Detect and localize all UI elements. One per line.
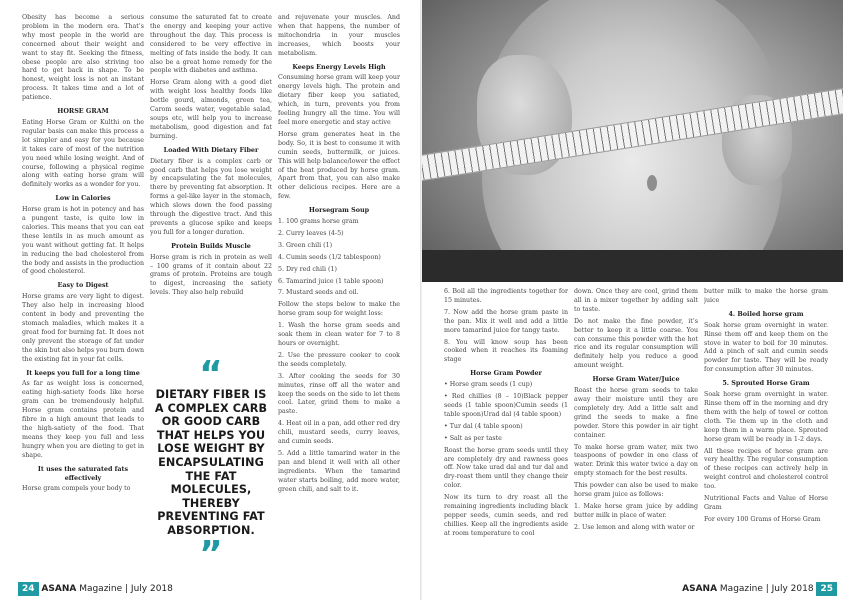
paragraph: Soak horse gram overnight in water. Rinse them off and keep them on the stove in water to boil for 30 minutes. Add a pinch of salt and cumin seeds powder for taste. They will be ready for consumption after 30 minutes. — [704, 321, 828, 374]
paragraph: As far as weight loss is concerned, eating high-satiety foods like horse gram can be tremendously helpful. Horse gram contains protein and fibre in a high amount that leads to the high-satiety of the food. That means they keep you full and less hungry when you are dieting to get in shape. — [22, 380, 144, 459]
pull-quote-text: DIETARY FIBER IS A COMPLEX CARB OR GOOD CARB THAT HELPS YOU LOSE WEIGHT BY ENCAPSULATING THE FAT MOLECULES, THEREBY PREVENTING FAT ABSORPTION. — [154, 388, 268, 537]
paragraph: Consuming horse gram will keep your energy levels high. The protein and dietary fiber keep you satiated, which, in turn, prevents you from feeling hungry all the time. You will feel more energetic and stay active — [278, 74, 400, 126]
list-item: 8. You will know soup has been cooked when it reaches its foaming stage — [444, 338, 568, 364]
paragraph: Soak horse gram overnight in water. Rinse them off in the morning and dry them with the help of towel or cotton cloth. Tie them up in the cloth and keep them in a warm place. Sprouted horse gram will be ready in 1-2 days. — [704, 391, 828, 443]
paragraph: Obesity has become a serious problem in the modern era. That’s why most people in the world are concerned about their weight and want to stay fit. Seeking the fitness, obese people are also striving too hard to get back in shape. To be honest, weight loss is not an instant process. It takes time and a lot of patience. — [22, 14, 144, 102]
left-page — [0, 0, 421, 600]
pull-quote — [150, 360, 272, 580]
close-quote-icon: ” — [199, 539, 223, 566]
list-item: 1. Wash the horse gram seeds and soak them in clean water for 7 to 8 hours or overnight. — [278, 322, 400, 347]
left-column-1 — [22, 14, 144, 580]
paragraph: Horse Gram along with a good diet with weight loss healthy foods like bottle gourd, almonds, green tea, Carom seeds water, vegetable salad, soups etc, will help you to increase metabolism, good digestion and fat burning. — [150, 79, 272, 140]
footer-issue: Magazine | July 2018 — [76, 584, 173, 594]
section-heading: Protein Builds Muscle — [171, 241, 251, 250]
list-item: 7. Now add the horse gram paste in the pan. Mix it well and add a little more tamarind juice for tangy taste. — [444, 308, 568, 334]
right-column-3 — [704, 288, 828, 580]
paragraph: Horse gram is hot in potency and has a pungent taste, is quite low in calories. This means that you can eat these lentils in as much amount as you want without getting fat. It helps in reducing the bad cholesterol from the body and assists in the production of good cholesterol. — [22, 206, 144, 276]
paragraph: Horse grams are very light to digest. They also help in increasing blood content in body and preventing the stomach maladies, which makes it a great food for burning fat. It does not only prevent the storage of fat under the skin but also helps you burn down the existing fat in your fat cells. — [22, 293, 144, 363]
section-heading: It keeps you full for a long time — [26, 368, 140, 377]
list-item: 5. Dry red chili (1) — [278, 265, 337, 273]
list-item: 5. Add a little tamarind water in the pan and blend it well with all other ingredients. When the tamarind water starts boiling, add more water, green chili, and salt to it. — [278, 449, 400, 493]
paragraph: Now its turn to dry roast all the remaining ingredients including black pepper seeds, cumin seeds, and red chillies. Keep all the ingredients aside at room temperature to cool — [444, 494, 568, 537]
section-heading: Loaded With Dietary Fiber — [163, 145, 259, 154]
magazine-brand: ASANA — [682, 584, 718, 594]
list-item: 2. Curry leaves (4-5) — [278, 229, 344, 237]
paragraph: down. Once they are cool, grind them all in a mixer together by adding salt to taste. — [574, 288, 698, 313]
list-item: • Red chillies (8 – 10)Black pepper seeds (1 table spoon)Cumin seeds (1 table spoon)Urad dal (4 table spoon) — [444, 393, 568, 418]
list-item: 3. After cooking the seeds for 30 minutes, rinse off all the water and keep the seeds on the side to let them cool. Later, grind them to make a paste. — [278, 372, 400, 416]
section-heading: Low in Calories — [55, 194, 111, 203]
paragraph: Roast the horse gram seeds until they are completely dry and rawness goes off. Now take urad dal and tur dal and dry-roast them until they change their color. — [444, 446, 568, 490]
shorts-shape — [422, 250, 843, 282]
list-item: 2. Use the pressure cooker to cook the seeds completely. — [278, 351, 400, 368]
paragraph: butter milk to make the horse gram juice — [704, 288, 828, 304]
list-item: 1. Make horse gram juice by adding butter milk in place of water. — [574, 502, 698, 519]
paragraph: Roast the horse gram seeds to take away their moisture until they are completely dry. Add a little salt and grind the seeds to make a fine powder. Store this powder in air tight container. — [574, 387, 698, 439]
open-quote-icon: “ — [199, 360, 223, 386]
magazine-brand: ASANA — [41, 584, 77, 594]
paragraph: Horse gram generates heat in the body. So, it is best to consume it with cumin seeds, buttermilk, or juices. This will help balance/lower the effect of the heat produced by horse gram. Apart from that, you can also make other delicious recipes. Here are a few. — [278, 130, 400, 201]
left-footer — [18, 582, 173, 596]
section-heading: Easy to Digest — [57, 281, 109, 290]
right-column-2 — [574, 288, 698, 580]
paragraph: consume the saturated fat to create the energy and keeping your active throughout the day. This process is considered to be very effective in melting of fats inside the body. It can also be a great home remedy for the people with diabetes and asthma. — [150, 14, 272, 75]
navel-shape — [647, 175, 657, 191]
section-heading: It uses the saturated fats effectively — [37, 464, 129, 482]
footer-issue: Magazine | July 2018 — [717, 584, 814, 594]
list-item: 3. Green chili (1) — [278, 241, 333, 249]
list-item: • Tur dal (4 table spoon) — [444, 422, 523, 430]
waist-measuring-photo — [422, 0, 843, 282]
page-number: 24 — [18, 582, 39, 596]
paragraph: Follow the steps below to make the horse gram soup for weight loss: — [278, 301, 400, 318]
list-item: 1. 100 grams horse gram — [278, 218, 359, 226]
right-page — [422, 0, 843, 600]
section-heading: HORSE GRAM — [57, 107, 109, 116]
list-item: 6. Tamarind juice (1 table spoon) — [278, 277, 384, 285]
list-item: 4. Cumin seeds (1/2 tablespoon) — [278, 253, 381, 261]
list-item: 4. Heat oil in a pan, add other red dry chili, mustard seeds, curry leaves, and cumin seeds. — [278, 420, 400, 446]
section-heading: Horse Gram Water/Juice — [592, 375, 680, 384]
page-number: 25 — [816, 582, 837, 596]
paragraph: Horse gram compels your body to — [22, 485, 131, 493]
right-column-1 — [444, 288, 568, 580]
list-item: • Salt as per taste — [444, 434, 502, 442]
paragraph: and rejuvenate your muscles. And when that happens, the number of mitochondria in your muscles increases, which boosts your metabolism. — [278, 14, 400, 57]
section-heading: 4. Boiled horse gram — [728, 309, 804, 318]
paragraph: Horse gram is rich in protein as well – 100 grams of it contain about 22 grams of protein. Proteins are tough to digest, increasing the satiety levels. They also help rebuild — [150, 253, 272, 297]
list-item: 6. Boil all the ingredients together for 15 minutes. — [444, 288, 568, 304]
paragraph: Dietary fiber is a complex carb or good carb that helps you lose weight by encapsulating the fat molecules, there by preventing fat absorption. It forms a gel-like layer in the stomach, which slows down the food passing through the digestive tract. And this prevents a glucose spike and keeps you full for a longer duration. — [150, 157, 272, 236]
paragraph: Nutritional Facts and Value of Horse Gram — [704, 495, 828, 511]
paragraph: All these recipes of horse gram are very healthy. The regular consumption of these recipes can actively help in weight control and cholesterol control too. — [704, 447, 828, 491]
paragraph: To make horse gram water, mix two teaspoons of powder in one class of water. Drink this water twice a day on empty stomach for the best results. — [574, 443, 698, 478]
left-column-3 — [278, 14, 400, 580]
section-heading: 5. Sprouted Horse Gram — [722, 379, 810, 388]
paragraph: Do not make the fine powder, it’s better to keep it a little coarse. You can consume this powder with the hot rice and its regular consumption will definitely help you reduce a good amount weight. — [574, 317, 698, 370]
paragraph: This powder can also be used to make horse gram juice as follows: — [574, 482, 698, 499]
list-item: 7. Mustard seeds and oil. — [278, 289, 359, 297]
right-footer — [682, 582, 837, 596]
paragraph: Eating Horse Gram or Kulthi on the regular basis can make this process a lot simpler and easy for you because it takes care of most of the nutrition you need while losing weight. And of course, following a physical regime along with eating horse gram will definitely works as a wonder for you. — [22, 118, 144, 189]
list-item: 2. Use lemon and along with water or — [574, 523, 695, 531]
list-item: • Horse gram seeds (1 cup) — [444, 381, 533, 389]
section-heading: Keeps Energy Levels High — [292, 62, 386, 71]
section-heading: Horse Gram Powder — [470, 369, 542, 378]
paragraph: For every 100 Grams of Horse Gram — [704, 515, 821, 523]
section-heading: Horsegram Soup — [308, 206, 370, 215]
left-column-2 — [150, 14, 272, 359]
